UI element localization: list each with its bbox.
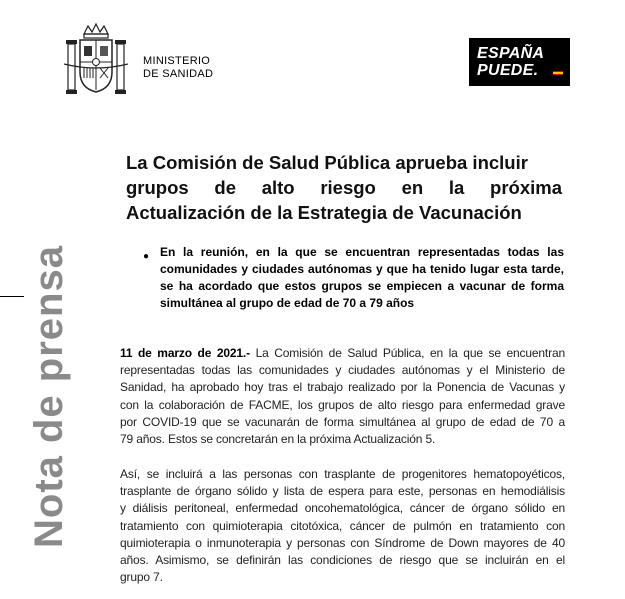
bullet-line: En la reunión, en la que se encuentran representadas todas las bbox=[160, 245, 564, 259]
paragraph-line bbox=[120, 345, 565, 362]
title-line: grupos de alto riesgo en la próxima bbox=[126, 177, 562, 198]
paragraph-line: tratamiento con quimioterapia citotóxica, cáncer de pulmón en tratamiento con bbox=[120, 518, 565, 533]
paragraph-line: 79 años. Estos se concretarán en la próxima Actualización 5. bbox=[120, 432, 436, 447]
press-release-title bbox=[126, 150, 562, 225]
paragraph-line: y diálisis peritoneal, enfermedad oncohematológica, cáncer de órgano sólido en bbox=[120, 501, 565, 516]
paragraph-line: con la colaboración de FACME, los grupos de alto riesgo para enfermedad grave bbox=[120, 397, 565, 412]
paragraph-line: años. Asimismo, se definirán las condiciones de riesgo que se incluirán en el bbox=[120, 553, 565, 568]
coat-of-arms-icon bbox=[62, 22, 130, 106]
title-line: Actualización de la Estrategia de Vacunación bbox=[126, 202, 522, 223]
release-date: 11 de marzo de 2021.- bbox=[120, 346, 250, 360]
paragraph-line: grupo 7. bbox=[120, 570, 163, 585]
bullet-line: comunidades y ciudades autónomas y que ha tenido lugar esta tarde, bbox=[160, 262, 564, 276]
bullet-icon: ● bbox=[143, 251, 150, 262]
side-label-nota-de-prensa: Nota de prensa bbox=[27, 245, 71, 548]
body-paragraph-2 bbox=[120, 466, 565, 586]
bullet-line: simultánea al grupo de edad de 70 a 79 años bbox=[160, 296, 415, 310]
paragraph-line: trasplante de órgano sólido y lista de espera para este, personas en hemodiálisis bbox=[120, 484, 565, 499]
ministry-line-2: DE SANIDAD bbox=[143, 68, 214, 80]
ministry-name bbox=[143, 55, 213, 81]
paragraph-line: por COVID-19 que se vacunarán de forma simultánea al grupo de edad de 70 a bbox=[120, 414, 565, 429]
flag-stripes-icon bbox=[553, 71, 563, 75]
side-rule bbox=[0, 296, 24, 297]
bullet-line: se ha acordado que estos grupos se empiecen a vacunar de forma bbox=[160, 279, 564, 293]
logo-line-2: PUEDE. bbox=[477, 62, 539, 79]
logo-line-1: ESPAÑA bbox=[477, 45, 545, 62]
summary-bullet bbox=[160, 244, 564, 312]
paragraph-line: quimioterapia o inmunoterapia y personas con Síndrome de Down mayores de 40 bbox=[120, 535, 565, 550]
paragraph-line: Sanidad, ha aprobado hoy tras el trabajo realizado por la Ponencia de Vacunas y bbox=[120, 380, 565, 395]
ministry-line-1: MINISTERIO bbox=[143, 55, 211, 67]
paragraph-line-text: La Comisión de Salud Pública, en la que se encuentran bbox=[249, 346, 566, 360]
paragraph-line: Así, se incluirá a las personas con trasplante de progenitores hematopoyéticos, bbox=[120, 467, 565, 481]
body-paragraph-1 bbox=[120, 345, 565, 448]
paragraph-line: representadas todas las comunidades y ciudades autónomas y el Ministerio de bbox=[120, 363, 565, 378]
espana-puede-logo bbox=[469, 38, 570, 86]
title-line: La Comisión de Salud Pública aprueba incluir bbox=[126, 152, 528, 173]
